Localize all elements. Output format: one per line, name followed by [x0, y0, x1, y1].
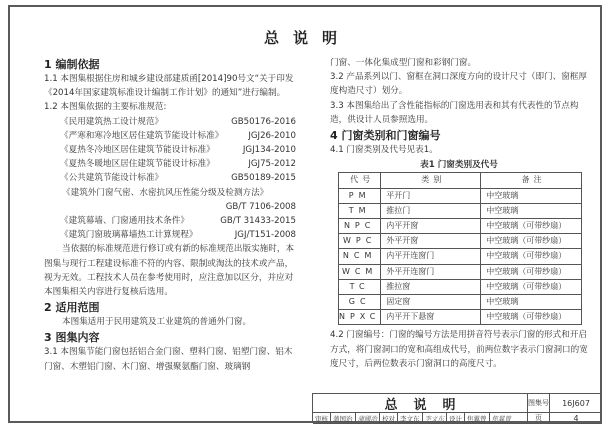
page-title: 总说明 — [263, 29, 351, 47]
standard-item: 《夏热冬冷地区居住建筑节能设计标准》 JGJ134-2010 — [60, 145, 296, 156]
column-header-remark: 备注 — [481, 173, 582, 188]
standard-item: 《建筑幕墙、门窗通用技术条件》 GB/T 31433-2015 — [60, 216, 296, 227]
standard-item: 《公共建筑节能设计标准》 GB50189-2015 — [60, 173, 296, 184]
designer-signature: 焦翼曾 — [491, 414, 511, 423]
standard-item: 《建筑外门窗气密、水密抗风压性能分级及检测方法》 GB/T 7106-2008 — [62, 187, 296, 212]
section-heading-2: 2 适用范围 — [44, 301, 100, 315]
left-column — [44, 56, 296, 374]
door-window-code-table — [338, 172, 582, 325]
table-header-row — [339, 173, 582, 188]
standards-note: 当依据的标准规范进行修订或有新的标准规范出版实施时，本图集与现行工程建设标准不符的内容、限制或淘汰的技术或产品，视为无效。工程技术人员在参考使用时，应注意加以区分，并应对本图集相关内容进行复核后选用。 — [44, 244, 295, 298]
designer-role: 设计 — [447, 413, 465, 423]
scope-text: 本图集适用于民用建筑及工业建筑的普通外门窗。 — [62, 317, 252, 328]
section-heading-1: 1 编制依据 — [44, 58, 100, 71]
signature-row — [313, 413, 528, 424]
table-row: GC 固定窗 中空玻璃 — [339, 295, 582, 310]
checker-name: 李文东 — [398, 413, 423, 423]
table-row: PM 平开门 中空玻璃 — [339, 188, 582, 203]
paragraph-3-3: 3.3 本图集给出了含性能指标的门窗选用表和其有代表性的节点构造，供设计人员参照选用。 — [330, 100, 579, 125]
paragraph-4-2: 4.2 门窗编号：门窗的编号方法是用拼音符号表示门窗的形式和开启方式，将门窗洞口的宽和高组成代号，前两位数字表示门窗洞口的宽度尺寸，后两位数表示门窗洞口的高度尺寸。 — [330, 330, 588, 369]
section-heading-3: 3 图集内容 — [44, 331, 100, 345]
table-row: NCM 内平开连窗门 中空玻璃（可带纱扇） — [339, 249, 582, 264]
table-row: WCM 外平开连窗门 中空玻璃（可带纱扇） — [339, 264, 582, 279]
paragraph-3-1-continued: 门窗、一体化集成型门窗和彩钢门窗。 — [330, 58, 477, 68]
page-label: 页 — [528, 413, 550, 424]
designer-name: 焦翼曾 — [465, 413, 490, 423]
checker-role: 校对 — [380, 413, 398, 423]
table-caption: 表1 门窗类别及代号 — [420, 160, 498, 171]
table-row: TM 推拉门 中空玻璃 — [339, 203, 582, 218]
standard-item: 《夏热冬暖地区居住建筑节能设计标准》 JGJ75-2012 — [60, 159, 296, 170]
paragraph-4-1: 4.1 门窗类别及代号见表1。 — [330, 145, 438, 156]
standard-item: 《建筑门窗玻璃幕墙热工计算规程》 JGJ/T151-2008 — [60, 230, 296, 241]
title-block-title: 总说明 — [313, 394, 528, 413]
reviewer-signature: 蒲國治 — [356, 413, 381, 423]
checker-signature: 李文东 — [423, 413, 448, 423]
paragraph-1-1: 1.1 本图集根据住房和城乡建设部建质函[2014]90号文“关于印发《2014年国家建筑标准设计编制工作计划》的通知”进行编制。 — [44, 74, 294, 99]
title-block — [312, 393, 602, 423]
section-heading-4: 4 门窗类别和门窗编号 — [330, 129, 441, 143]
column-header-type: 类别 — [381, 173, 481, 188]
reviewer-role: 审核 — [313, 413, 331, 423]
standard-item: 《民用建筑热工设计规范》 GB50176-2016 — [60, 116, 296, 127]
table-row: NPXC 内平开下悬窗 中空玻璃（可带纱扇） — [339, 310, 582, 325]
table-row: WPC 外平开窗 中空玻璃（可带纱扇） — [339, 234, 582, 249]
paragraph-3-2: 3.2 产品系列以门、窗框在洞口深度方向的设计尺寸（即门、窗框厚度构造尺寸）划分。 — [330, 72, 588, 97]
atlas-number-label: 图集号 — [528, 394, 550, 413]
standard-item: 《严寒和寒冷地区居住建筑节能设计标准》 JGJ26-2010 — [60, 130, 296, 141]
paragraph-3-1: 3.1 本图集节能门窗包括铝合金门窗、塑料门窗、铝塑门窗、铝木门窗、木塑铝门窗、木门窗、增强聚氨酯门窗、玻璃钢 — [44, 347, 293, 372]
page-number: 4 — [550, 413, 602, 424]
reviewer-name: 蒲国治 — [331, 413, 356, 423]
column-header-code: 代号 — [339, 173, 381, 188]
atlas-number: 16J607 — [550, 394, 602, 413]
right-column — [330, 56, 588, 371]
paragraph-1-2: 1.2 本图集依据的主要标准规范: — [44, 102, 167, 113]
table-row: NPC 内平开窗 中空玻璃（可带纱扇） — [339, 219, 582, 234]
table-row: TC 推拉窗 中空玻璃（可带纱扇） — [339, 279, 582, 294]
